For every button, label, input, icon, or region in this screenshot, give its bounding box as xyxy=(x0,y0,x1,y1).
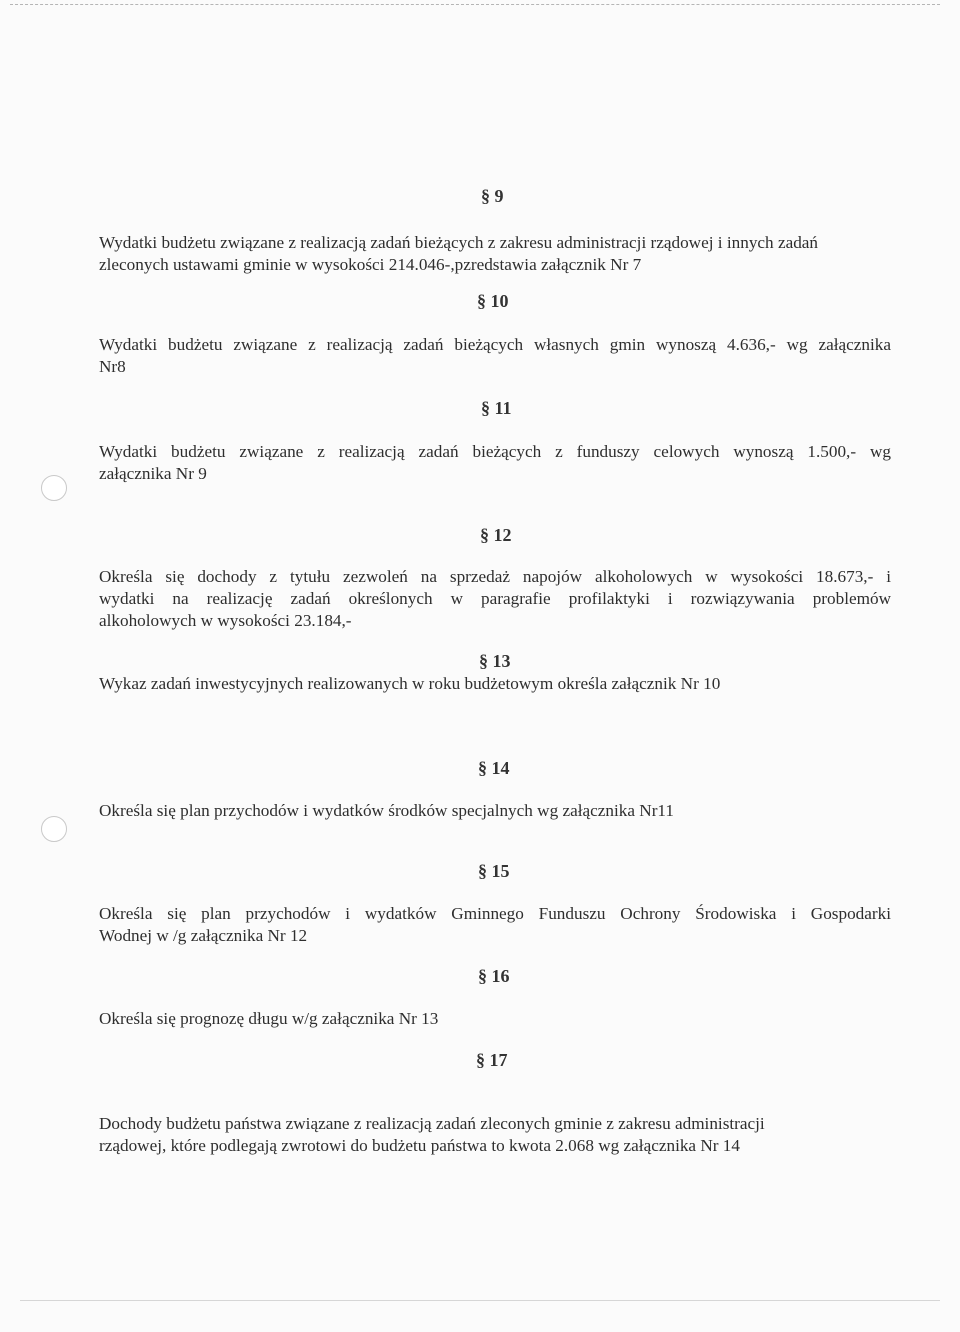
section-13-line-1: Wykaz zadań inwestycyjnych realizowanych w roku budżetowym określa załącznik Nr 10 xyxy=(99,674,721,693)
section-11-heading: § 11 xyxy=(481,398,512,418)
section-10-line-2: Nr8 xyxy=(99,357,126,376)
section-14-text xyxy=(99,800,891,822)
section-16-heading: § 16 xyxy=(478,966,510,986)
section-15-line-1: Określa się plan przychodów i wydatków Gminnego Funduszu Ochrony Środowiska i Gospodarki xyxy=(99,904,891,923)
section-9-text xyxy=(99,232,891,276)
section-15-line-2: Wodnej w /g załącznika Nr 12 xyxy=(99,926,308,945)
section-14-line-1: Określa się plan przychodów i wydatków środków specjalnych wg załącznika Nr11 xyxy=(99,801,674,820)
section-17-text xyxy=(99,1113,891,1157)
section-12-line-3: alkoholowych w wysokości 23.184,- xyxy=(99,611,352,630)
section-17-line-1: Dochody budżetu państwa związane z realizacją zadań zleconych gminie z zakresu administracji xyxy=(99,1114,765,1133)
section-12-line-1: Określa się dochody z tytułu zezwoleń na sprzedaż napojów alkoholowych w wysokości 18.673,- i xyxy=(99,567,891,586)
section-17-heading: § 17 xyxy=(476,1050,508,1070)
section-10-text xyxy=(99,334,891,378)
section-9-heading: § 9 xyxy=(481,186,504,206)
punch-hole-bottom xyxy=(41,816,67,842)
section-15-heading: § 15 xyxy=(478,861,510,881)
section-15-text xyxy=(99,903,891,947)
section-13-text xyxy=(99,673,891,695)
scan-edge-bottom xyxy=(20,1300,940,1301)
section-12-text xyxy=(99,566,891,632)
section-10-heading: § 10 xyxy=(477,291,509,311)
section-9-line-2: zleconych ustawami gminie w wysokości 214.046-,pzredstawia załącznik Nr 7 xyxy=(99,255,642,274)
section-14-heading: § 14 xyxy=(478,758,510,778)
punch-hole-top xyxy=(41,475,67,501)
section-10-line-1: Wydatki budżetu związane z realizacją zadań bieżących własnych gmin wynoszą 4.636,- wg załącznika xyxy=(99,335,891,354)
section-12-heading: § 12 xyxy=(480,525,512,545)
section-11-line-2: załącznika Nr 9 xyxy=(99,464,207,483)
section-12-line-2: wydatki na realizację zadań określonych w paragrafie profilaktyki i rozwiązywania problemów xyxy=(99,589,891,608)
section-16-line-1: Określa się prognozę długu w/g załącznika Nr 13 xyxy=(99,1009,439,1028)
scan-edge-top xyxy=(10,4,940,7)
section-16-text xyxy=(99,1008,891,1030)
section-13-heading: § 13 xyxy=(479,651,511,671)
section-17-line-2: rządowej, które podlegają zwrotowi do budżetu państwa to kwota 2.068 wg załącznika Nr 14 xyxy=(99,1136,740,1155)
section-11-text xyxy=(99,441,891,485)
section-9-line-1: Wydatki budżetu związane z realizacją zadań bieżących z zakresu administracji rządowej i innych zadań xyxy=(99,233,819,252)
section-11-line-1: Wydatki budżetu związane z realizacją zadań bieżących z funduszy celowych wynoszą 1.500,- wg xyxy=(99,442,891,461)
